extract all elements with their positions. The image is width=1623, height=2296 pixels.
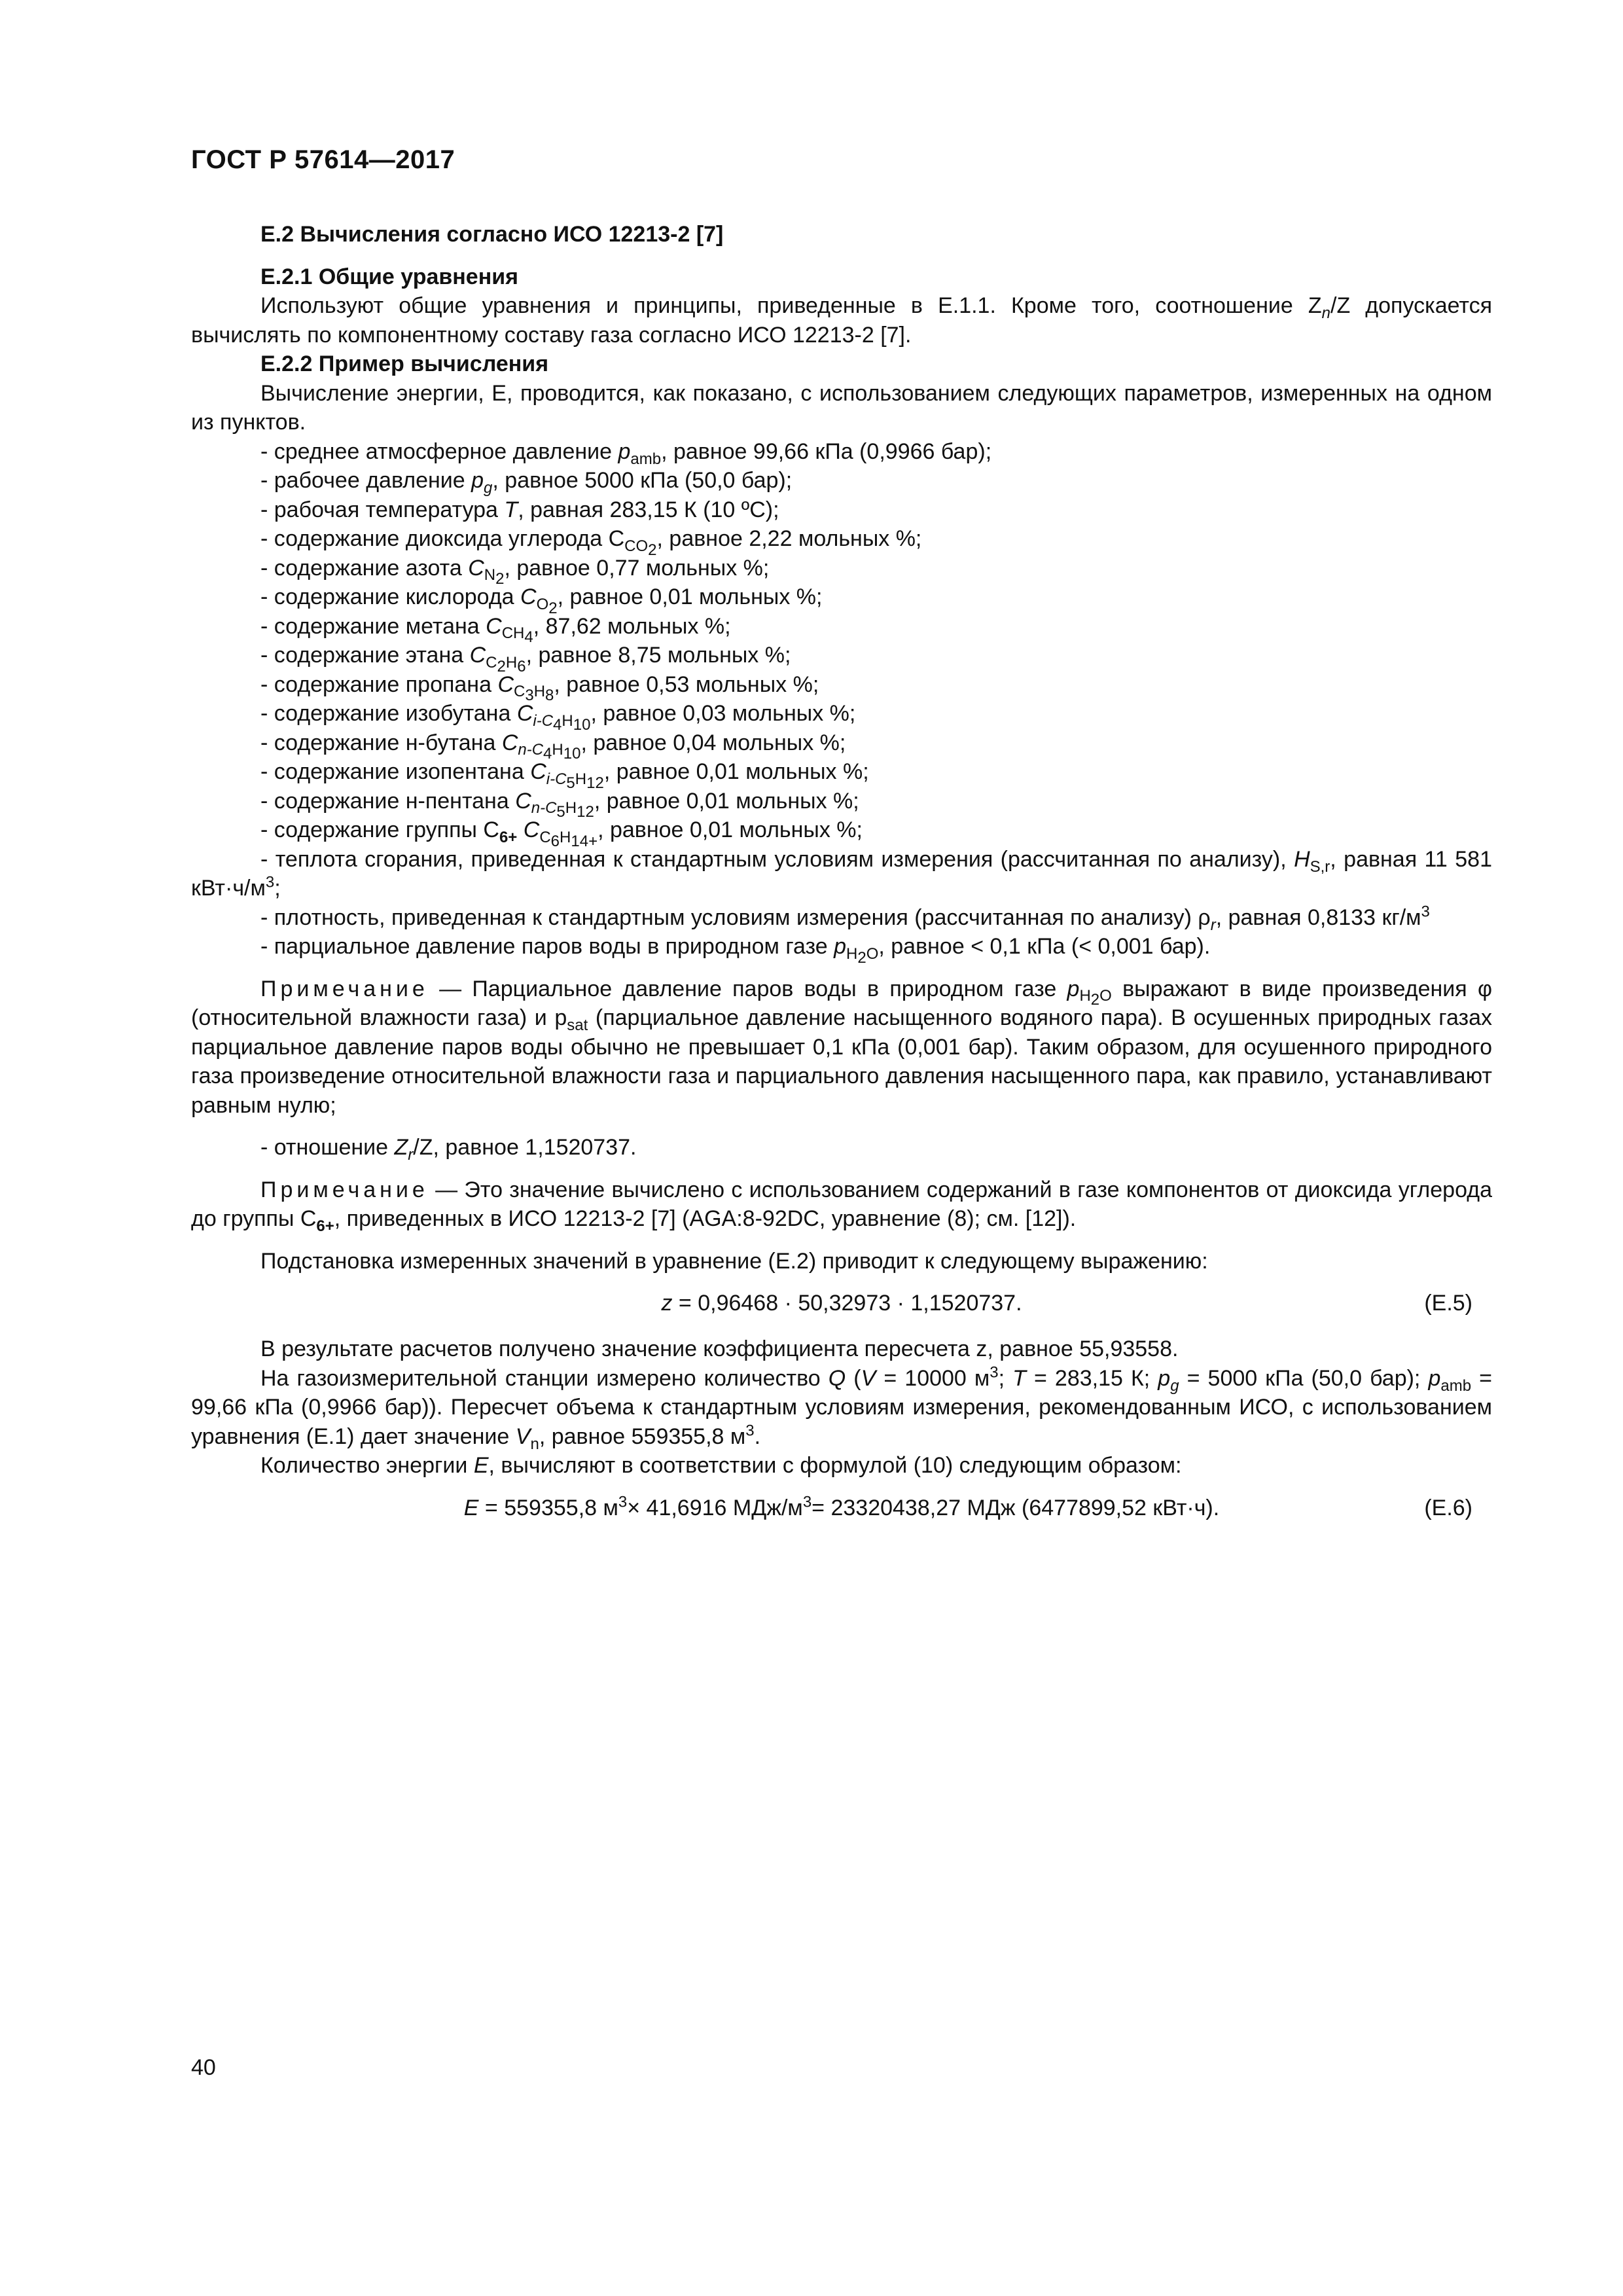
param-co2: - содержание диоксида углерода $C_{CO_2}$, равное 2,22 мольных %; — [260, 526, 922, 559]
main-content — [191, 220, 1492, 1526]
result-line-1: В результате расчетов получено значение коэффициента пересчета z, равное 55,93558. — [260, 1336, 1179, 1361]
param-c3h8: - содержание пропана $C_{C_3H_8}$, равное 0,53 мольных %; — [260, 672, 819, 705]
param-n-butane: - содержание н-бутана $C_{n-C_4H_{10}}$, равное 0,04 мольных %; — [260, 730, 846, 763]
ratio-line: - отношение $Z_r/Z$, равное 1,1520737. — [260, 1135, 637, 1164]
param-water-vapor: - парциальное давление паров воды в природном газе $p_{H_2O}$, равное < 0,1 кПа (< 0,001 бар). — [260, 934, 1211, 967]
document-code: ГОСТ Р 57614—2017 — [191, 145, 455, 174]
param-n2: - содержание азота $C_{N_2}$, равное 0,77 мольных %; — [260, 555, 770, 588]
param-c6-group: - содержание группы $C_{6+}$ $C_{C_6H_{14+}}$, равное 0,01 мольных %; — [260, 817, 863, 850]
equation-e6 — [191, 1494, 1492, 1526]
param-p-g: - рабочее давление $p_g$, равное 5000 кПа (50,0 бар); — [260, 468, 793, 497]
page-number: 40 — [191, 2055, 216, 2080]
equation-e5-number: (Е.5) — [1424, 1291, 1472, 1316]
equation-e6-number: (Е.6) — [1424, 1495, 1472, 1520]
equation-e5-body: z = 0,96468 · 50,32973 · 1,1520737. — [661, 1291, 1022, 1316]
result-line-2: На газоизмерительной станции измерено количество Q (V = 10000 $м^3$; T = 283,15 К; $p_g = 5000$ кПа (50,0 бар); $p_{amb} = 99,66$ кПа (0,9966 бар)). Пересчет объема к стандартным условиям измерения, рекомендованным ИСО, с использованием уравнения (Е.1) дает значение $V_n$, равное 559355,8 $м^3$. — [191, 1363, 1492, 1453]
substitution-text: Подстановка измеренных значений в уравнение (Е.2) приводит к следующему выражению: — [260, 1248, 1208, 1274]
subsection-1-title: Е.2.1 Общие уравнения — [260, 264, 518, 289]
note-1: Примечание — Парциальное давление паров воды в природном газе $p_{H_2O}$ выражают в виде произведения φ (относительной влажности газа) и $p_{sat}$ (парциальное давление насыщенного водяного пара). В осушенных природных газах парциальное давление паров воды обычно не превышает 0,1 кПа (0,001 бар). Таким образом, для осушенного природного газа произведение относительной влажности газа и парциального давления насыщенного пара, как правило, устанавливают равным нулю; — [191, 976, 1492, 1118]
section-title: Е.2 Вычисления согласно ИСО 12213-2 [7] — [260, 222, 724, 247]
param-o2: - содержание кислорода $C_{O_2}$, равное 0,01 мольных %; — [260, 584, 823, 617]
param-c2h6: - содержание этана $C_{C_2H_6}$, равное 8,75 мольных %; — [260, 643, 791, 675]
equation-e6-body: E = 559355,8 $м^3\times 41,6916$ МДж/$м^3= 23320438,27$ МДж (6477899,52 кВт·ч). — [463, 1493, 1220, 1520]
param-n-pentane: - содержание н-пентана $C_{n-C_5H_{12}}$, равное 0,01 мольных %; — [260, 788, 859, 821]
subsection-2-title: Е.2.2 Пример вычисления — [260, 351, 549, 376]
note-2: Примечание — Это значение вычислено с использованием содержаний в газе компонентов от диоксида углерода до группы $C_{6+}$, приведенных в ИСО 12213-2 [7] (AGA:8-92DC, уравнение (8); см. [12]). — [191, 1177, 1492, 1235]
subsection-2-intro: Вычисление энергии, Е, проводится, как показано, с использованием следующих параметров, измеренных на одном из пунктов. — [191, 380, 1492, 435]
param-p-amb: - среднее атмосферное давление $p_{amb}$, равное 99,66 кПа (0,9966 бар); — [260, 439, 992, 468]
result-line-3: Количество энергии E, вычисляют в соответствии с формулой (10) следующим образом: — [260, 1453, 1182, 1478]
param-isobutane: - содержание изобутана $C_{i-C_4H_{10}}$, равное 0,03 мольных %; — [260, 701, 856, 734]
param-ch4: - содержание метана $C_{CH_4}$, 87,62 мольных %; — [260, 613, 731, 647]
param-temperature: - рабочая температура T, равная 283,15 К (10 ºС); — [260, 497, 779, 522]
param-heating-value: - теплота сгорания, приведенная к стандартным условиям измерения (рассчитанная по анализу), $H_{S,r}$, равная 11 581 $кВт\cdot ч/м^3$; — [191, 846, 1492, 901]
equation-e5 — [191, 1289, 1492, 1321]
param-density: - плотность, приведенная к стандартным условиям измерения (рассчитанная по анализу) $\rho_r$, равная 0,8133 $кг/м^3$ — [260, 903, 1430, 934]
subsection-1-text: Используют общие уравнения и принципы, приведенные в Е.1.1. Кроме того, соотношение $Z_n/Z$ допускается вычислять по компонентному составу газа согласно ИСО 12213-2 [7]. — [191, 293, 1492, 348]
param-isopentane: - содержание изопентана $C_{i-C_5H_{12}}$, равное 0,01 мольных %; — [260, 759, 869, 792]
